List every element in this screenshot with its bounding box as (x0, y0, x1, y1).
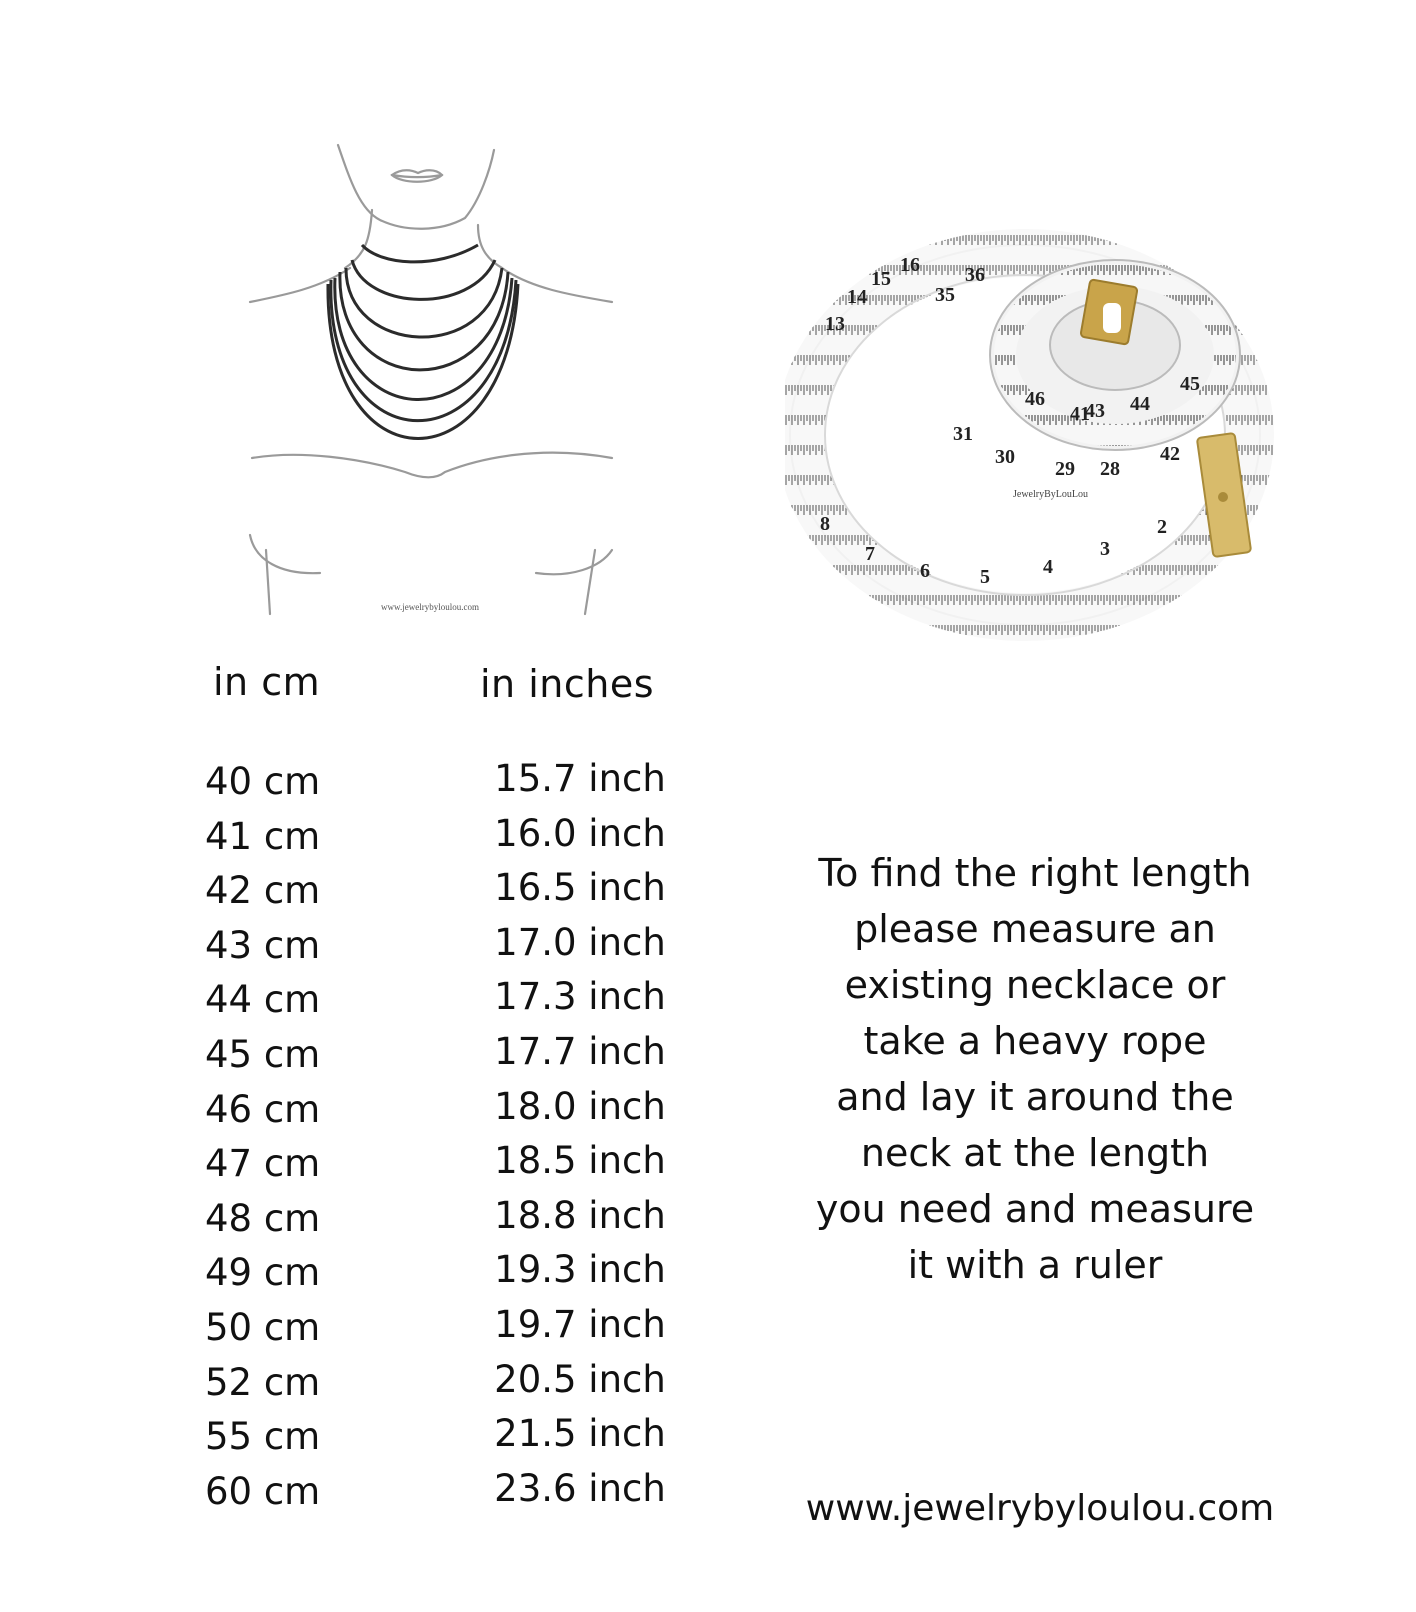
inch-value: 16.0 inch (494, 812, 666, 855)
tape-number: 45 (1180, 373, 1200, 395)
measuring-tape-drawing (785, 205, 1275, 645)
tape-number: 42 (1160, 443, 1180, 465)
instruction-line: existing necklace or (844, 963, 1226, 1007)
cm-value: 50 cm (205, 1306, 321, 1349)
inch-value: 15.7 inch (494, 757, 666, 800)
inch-value: 18.8 inch (494, 1194, 666, 1237)
tape-number: 14 (847, 286, 867, 308)
inch-value: 23.6 inch (494, 1467, 666, 1510)
tape-number: 46 (1025, 388, 1045, 410)
tape-number: 30 (995, 446, 1015, 468)
tape-number: 29 (1055, 458, 1075, 480)
measuring-instructions (795, 845, 1275, 1293)
tape-number: 2 (1157, 516, 1167, 538)
cm-value: 60 cm (205, 1470, 321, 1513)
tape-watermark: JewelryByLouLou (1013, 489, 1088, 500)
instruction-line: it with a ruler (907, 1243, 1163, 1287)
inch-value: 17.0 inch (494, 921, 666, 964)
tape-number: 31 (953, 423, 973, 445)
tape-number: 6 (920, 560, 930, 582)
instruction-line: you need and measure (815, 1187, 1255, 1231)
cm-value: 42 cm (205, 869, 321, 912)
necklace-length-illustration (240, 140, 630, 630)
instruction-line: please measure an (854, 907, 1216, 951)
cm-value: 43 cm (205, 924, 321, 967)
tape-number: 28 (1100, 458, 1120, 480)
inch-column-header: in inches (480, 662, 655, 706)
tape-number: 3 (1100, 538, 1110, 560)
tape-number: 8 (820, 513, 830, 535)
inch-value: 21.5 inch (494, 1412, 666, 1455)
tape-number: 41 (1070, 403, 1090, 425)
neck-figure-drawing (240, 140, 630, 630)
tape-number: 4 (1043, 556, 1053, 578)
instruction-line: To find the right length (818, 851, 1252, 895)
inch-value: 19.3 inch (494, 1248, 666, 1291)
inch-value: 17.3 inch (494, 975, 666, 1018)
tape-number: 7 (865, 543, 875, 565)
instruction-line: take a heavy rope (863, 1019, 1207, 1063)
tape-number: 5 (980, 566, 990, 588)
inch-value: 16.5 inch (494, 866, 666, 909)
cm-value: 48 cm (205, 1197, 321, 1240)
cm-value: 41 cm (205, 815, 321, 858)
tape-number: 15 (871, 268, 891, 290)
cm-column-header: in cm (213, 660, 321, 704)
tape-number: 44 (1130, 393, 1150, 415)
cm-value: 47 cm (205, 1142, 321, 1185)
tape-number: 43 (1085, 400, 1105, 422)
cm-value: 49 cm (205, 1251, 321, 1294)
instruction-line: and lay it around the (836, 1075, 1234, 1119)
measuring-tape-image (785, 205, 1275, 645)
inch-value: 19.7 inch (494, 1303, 666, 1346)
website-link: www.jewelrybyloulou.com (805, 1488, 1275, 1529)
tape-number: 16 (900, 254, 920, 276)
inch-value: 18.0 inch (494, 1085, 666, 1128)
cm-value: 44 cm (205, 978, 321, 1021)
illustration-credit: www.jewelrybyloulou.com (381, 602, 479, 612)
inch-value: 17.7 inch (494, 1030, 666, 1073)
cm-value: 40 cm (205, 760, 321, 803)
cm-value: 46 cm (205, 1088, 321, 1131)
tape-number: 35 (935, 284, 955, 306)
cm-value: 45 cm (205, 1033, 321, 1076)
instruction-line: neck at the length (860, 1131, 1210, 1175)
cm-value: 52 cm (205, 1361, 321, 1404)
cm-value: 55 cm (205, 1415, 321, 1458)
tape-number: 36 (965, 264, 985, 286)
inch-value: 18.5 inch (494, 1139, 666, 1182)
inch-value: 20.5 inch (494, 1358, 666, 1401)
tape-number: 13 (825, 313, 845, 335)
